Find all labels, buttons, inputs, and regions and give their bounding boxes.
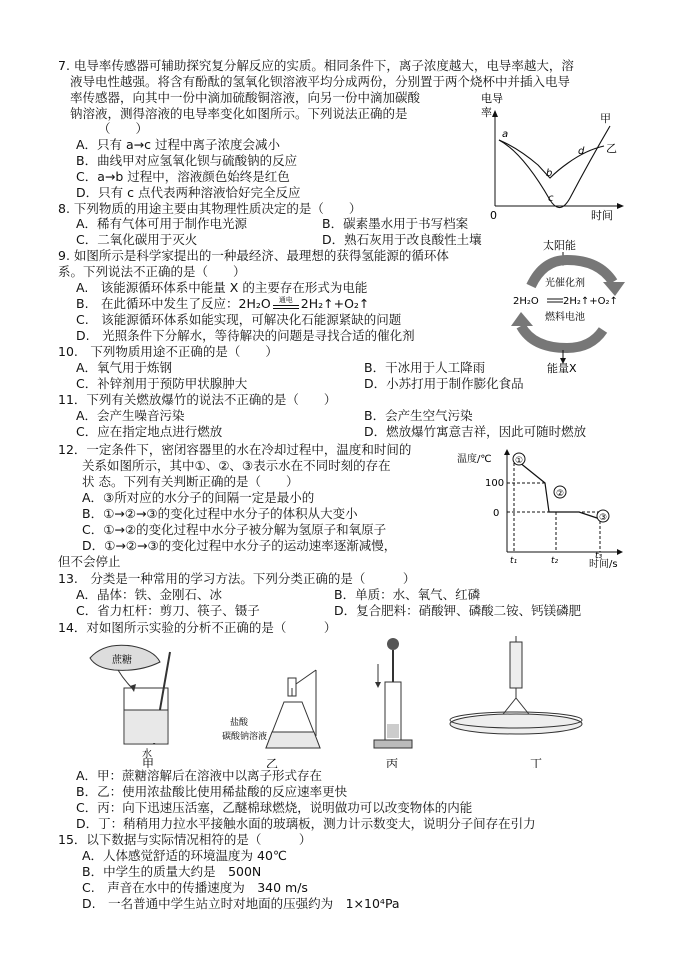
q14-label-yi: 乙: [266, 757, 279, 768]
q7-conductivity-graph: [478, 88, 628, 224]
q12-tick-t1: t₁: [510, 556, 518, 566]
q8-option-d: D．熟石灰用于改良酸性土壤: [322, 232, 482, 247]
q10-stem: 10. 下列物质用途不正确的是（ ）: [58, 344, 278, 359]
q15-option-a: A．人体感觉舒适的环境温度为 40℃: [82, 848, 287, 863]
q12-temperature-graph: [455, 446, 630, 568]
q13-option-b: B．单质：水、氧气、红磷: [334, 587, 481, 602]
q9-fig-sun: 太阳能: [543, 239, 576, 252]
q12-point-2: ②: [555, 489, 565, 499]
q7-point-d: d: [578, 146, 585, 157]
q11-stem: 11．下列有关燃放爆竹的说法不正确的是（ ）: [58, 392, 337, 407]
q12-option-d-cont: 但不会停止: [58, 554, 121, 569]
q14-fig-bing-compression: [374, 638, 412, 768]
q7-curve-label-yi: 乙: [606, 142, 617, 155]
q9-fig-catalyst: 光催化剂: [545, 278, 585, 289]
q9-option-b-products: 2H₂↑+O₂↑: [300, 296, 370, 311]
q12-point-3: ③: [598, 513, 608, 523]
q8-option-a: A．稀有气体可用于制作电光源: [76, 216, 248, 231]
q11-option-a: A．会产生噪音污染: [76, 408, 185, 423]
q9-fig-fuel-cell: 燃料电池: [545, 312, 585, 323]
q14-option-c: C．丙：向下迅速压活塞，乙醚棉球燃烧，说明做功可以改变物体的内能: [76, 800, 473, 815]
q12-graph-y100: 100: [485, 478, 505, 489]
q12-option-c: C．①→②的变化过程中水分子被分解为氢原子和氧原子: [82, 522, 387, 537]
q7-point-a: a: [502, 129, 509, 140]
q10-option-c: C．补锌剂用于预防甲状腺肿大: [76, 376, 248, 391]
q7-point-c: c: [548, 193, 554, 204]
q14-option-d: D．丁：稍稍用力拉水平接触水面的玻璃板，测力计示数变大，说明分子间存在引力: [76, 816, 536, 831]
q8-option-b: B．碳素墨水用于书写档案: [322, 216, 469, 231]
q12-option-b: B．①→②→③的变化过程中水分子的体积从大变小: [82, 506, 358, 521]
q7-stem-line2: 液导电性越强。将含有酚酞的氢氧化钡溶液平均分成两份，分别置于两个烧杯中并插入电导: [70, 74, 571, 89]
q8-option-c: C．二氧化碳用于灭火: [76, 232, 198, 247]
q9-stem-line2: 系。下列说法不正确的是（ ）: [58, 264, 246, 279]
q12-tick-t2: t₂: [551, 556, 559, 566]
q13-stem: 13. 分类是一种常用的学习方法。下列分类正确的是（ ）: [58, 571, 416, 586]
q7-graph-origin: 0: [490, 209, 497, 222]
q7-graph-ylabel-2: 率: [481, 106, 492, 119]
q14-label-water: 水: [142, 749, 152, 760]
q12-stem-line2: 关系如图所示，其中①、②、③表示水在不同时刻的存在: [82, 458, 391, 473]
q9-fig-eq-left: 2H₂O: [513, 296, 539, 307]
q14-label-ding: 丁: [530, 757, 543, 768]
q9-option-a: A. 该能源循环体系中能量 X 的主要存在形式为电能: [76, 280, 368, 295]
q10-option-b: B．干冰用于人工降雨: [364, 360, 486, 375]
q9-energy-cycle-diagram: [503, 238, 631, 374]
q11-option-c: C．应在指定地点进行燃放: [76, 424, 223, 439]
q12-stem-line3: 状 态。下列有关判断正确的是（ ）: [82, 474, 299, 489]
q10-option-a: A．氧气用于炼钢: [76, 360, 173, 375]
q14-fig-yi-acid-reaction: [222, 670, 320, 768]
q12-point-1: ①: [514, 456, 524, 466]
q7-graph-ylabel-1: 电导: [481, 92, 503, 105]
q14-option-a: A．甲：蔗糖溶解后在溶液中以离子形式存在: [76, 768, 323, 783]
q12-graph-xlabel: 时间/s: [589, 559, 618, 568]
q9-fig-energy-x: 能量X: [547, 362, 577, 374]
q7-stem-line4: 钠溶液，测得溶液的电导率变化如图所示。下列说法正确的是: [70, 106, 408, 121]
q7-graph-xlabel: 时间: [591, 209, 613, 222]
q11-option-d: D．燃放爆竹寓意吉祥，因此可随时燃放: [364, 424, 587, 439]
q13-option-d: D．复合肥料：硝酸钾、磷酸二铵、钙镁磷肥: [334, 603, 582, 618]
q14-fig-ding-surface-tension: [450, 636, 582, 768]
q12-option-d: D．①→②→③的变化过程中水分子的运动速率逐渐减慢，: [82, 538, 397, 553]
q7-stem-line3: 率传感器，向其中一份中滴加硫酸铜溶液，向另一份中滴加碳酸: [70, 90, 421, 105]
q14-label-sodium-carbonate: 碳酸钠溶液: [222, 732, 268, 742]
q15-option-b: B．中学生的质量大约是 500N: [82, 864, 262, 879]
q9-stem-line1: 9. 如图所示是科学家提出的一种最经济、最理想的获得氢能源的循环体: [58, 248, 449, 263]
q9-option-b-text: B. 在此循环中发生了反应：2H₂O: [76, 296, 271, 311]
q7-option-b: B．曲线甲对应氢氧化钡与硫酸钠的反应: [76, 153, 298, 168]
q14-stem: 14．对如图所示实验的分析不正确的是（ ）: [58, 620, 337, 635]
q14-fig-jia-sugar-dissolving: [90, 645, 170, 768]
q9-reaction-condition: [271, 296, 301, 304]
q14-label-sugar: 蔗糖: [112, 655, 132, 666]
q7-answer-paren: （ ）: [98, 121, 149, 136]
q7-option-c: C．a→b 过程中，溶液颜色始终是红色: [76, 169, 290, 184]
q9-option-b: [76, 296, 369, 312]
q9-option-c: C. 该能源循环体系如能实现，可解决化石能源紧缺的问题: [76, 312, 402, 327]
q15-option-d: D. 一名普通中学生站立时对地面的压强约为 1×10⁴Pa: [82, 896, 400, 911]
q9-reaction-condition-label: 通电: [278, 296, 293, 304]
q14-label-jia: 甲: [142, 757, 155, 768]
q13-option-c: C．省力杠杆：剪刀、筷子、镊子: [76, 603, 260, 618]
q12-option-a: A．③所对应的水分子的间隔一定是最小的: [82, 490, 315, 505]
q11-option-b: B．会产生空气污染: [364, 408, 473, 423]
q13-option-a: A．晶体：铁、金刚石、冰: [76, 587, 223, 602]
q14-label-acid: 盐酸: [230, 718, 249, 728]
q14-option-b: B．乙：使用浓盐酸比使用稀盐酸的反应速率更快: [76, 784, 348, 799]
q7-curve-label-jia: 甲: [600, 112, 611, 125]
q10-option-d: D．小苏打用于制作膨化食品: [364, 376, 524, 391]
q7-curve-jia: [499, 126, 610, 208]
q9-fig-eq-right: 2H₂↑+O₂↑: [563, 296, 618, 307]
q12-graph-y0: 0: [493, 508, 500, 519]
q14-experiment-figures: [84, 636, 640, 768]
q7-option-d: D．只有 c 点代表两种溶液恰好完全反应: [76, 185, 301, 200]
q12-tick-t3: t₃: [595, 551, 603, 561]
q12-stem-line1: 12．一定条件下，密闭容器里的水在冷却过程中，温度和时间的: [58, 442, 412, 457]
q12-graph-ylabel: 温度/℃: [457, 454, 492, 465]
q7-point-b: b: [546, 168, 553, 179]
q9-option-d: D. 光照条件下分解水，等待解决的问题是寻找合适的催化剂: [76, 328, 415, 343]
q14-label-bing: 丙: [386, 757, 399, 768]
q7-stem-line1: 7. 电导率传感器可辅助探究复分解反应的实质。相同条件下，离子浓度越大，电导率越大，溶: [58, 58, 574, 73]
q7-option-a: A．只有 a→c 过程中离子浓度会减小: [76, 137, 281, 152]
q15-stem: 15．以下数据与实际情况相符的是（ ）: [58, 832, 312, 847]
q15-option-c: C. 声音在水中的传播速度为 340 m/s: [82, 880, 308, 895]
q8-stem: 8. 下列物质的用途主要由其物理性质决定的是（ ）: [58, 201, 362, 216]
